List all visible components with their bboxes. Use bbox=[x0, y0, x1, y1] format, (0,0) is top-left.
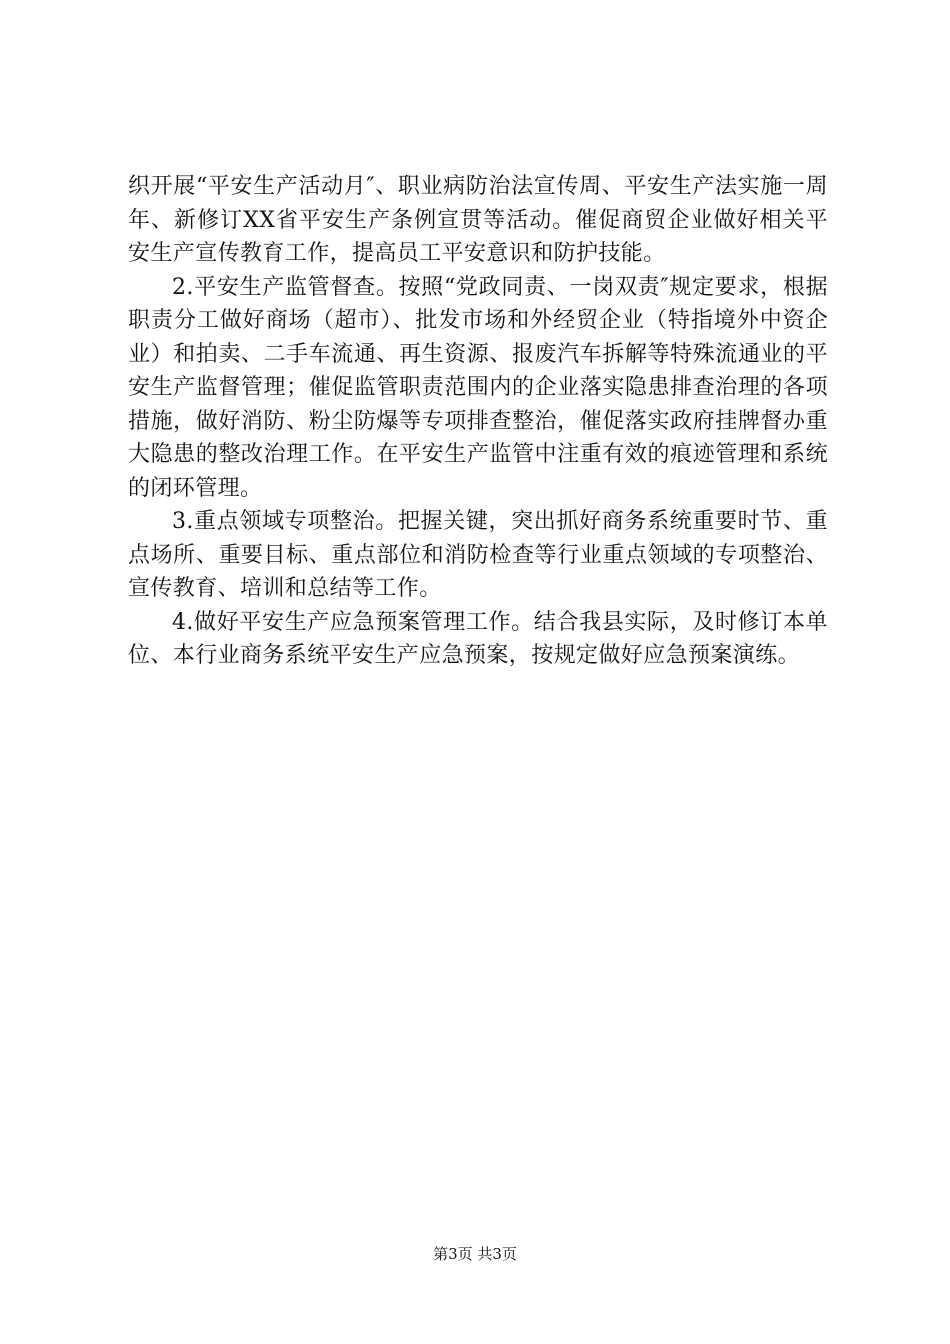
paragraph-continuation: 织开展“平安生产活动月″、职业病防治法宣传周、平安生产法实施一周年、新修订XX省平安生产条例宣贯等活动。催促商贸企业做好相关平安生产宣传教育工作，提高员工平安意识和防护技能。 bbox=[128, 174, 828, 266]
paragraph-special-rectification: 3.重点领域专项整治。把握关键，突出抓好商务系统重要时节、重点场所、重要目标、重点部位和消防检查等行业重点领域的专项整治、宣传教育、培训和总结等工作。 bbox=[128, 509, 828, 601]
page-number-footer: 第3页 共3页 bbox=[433, 1245, 517, 1263]
paragraph-safety-supervision: 2.平安生产监管督查。按照“党政同责、一岗双责″规定要求，根据职责分工做好商场（超市）、批发市场和外经贸企业（特指境外中资企业）和拍卖、二手车流通、再生资源、报废汽车拆解等特殊流通业的平安生产监督管理；催促监管职责范围内的企业落实隐患排查治理的各项措施，做好消防、粉尘防爆等专项排查整治，催促落实政府挂牌督办重大隐患的整改治理工作。在平安生产监管中注重有效的痕迹管理和系统的闭环管理。 bbox=[128, 274, 828, 501]
document-body bbox=[128, 170, 828, 673]
paragraph-emergency-plan: 4.做好平安生产应急预案管理工作。结合我县实际，及时修订本单位、本行业商务系统平安生产应急预案，按规定做好应急预案演练。 bbox=[128, 609, 828, 668]
